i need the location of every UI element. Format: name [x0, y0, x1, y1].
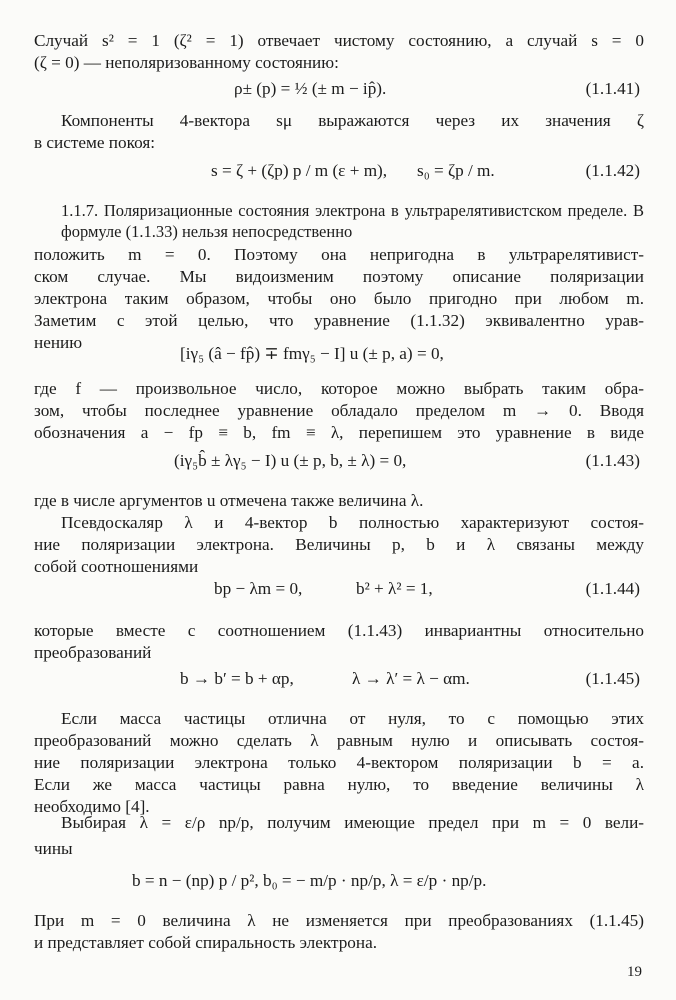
- equation-body: (iγ₅b̂ ± λγ₅ − I) u (± p, b, ± λ) = 0,: [174, 451, 407, 470]
- text-line: где f — произвольное число, которое можно выбрать таким обра-: [34, 379, 644, 398]
- equation-part: b² + λ² = 1,: [356, 579, 433, 598]
- equation-body: [iγ₅ (â − fp̂) ∓ fmγ₅ − I] u (± p, a) = 0,: [180, 344, 444, 363]
- text-line: При m = 0 величина λ не изменяется при преобразованиях (1.1.45): [34, 911, 644, 930]
- equation-1-1-42: [34, 158, 644, 184]
- equation-unnumbered: [34, 341, 644, 367]
- equation-number: (1.1.41): [585, 79, 640, 98]
- equation-body: ρ± (p) = ½ (± m − ip̂).: [234, 79, 387, 98]
- text-line: ние поляризации электрона. Величины p, b и λ связаны между: [34, 535, 644, 554]
- text-line: электрона таким образом, чтобы оно было пригодно при любом m.: [34, 289, 644, 308]
- equation-number: (1.1.44): [585, 579, 640, 598]
- text-line: собой соотношениями: [34, 557, 199, 576]
- text-line: преобразований можно сделать λ равным нулю и описывать состоя-: [34, 731, 644, 750]
- equation-part: s = ζ + (ζp) p / m (ε + m),: [211, 161, 388, 180]
- equation-number: (1.1.45): [585, 669, 640, 688]
- equation-body: b = n − (np) p / p², b₀ = − m/p · np/p, λ = ε/p · np/p.: [132, 871, 487, 890]
- text-line: чины: [34, 839, 73, 858]
- text-line: преобразований: [34, 643, 152, 662]
- text-line: и представляет собой спиральность электрона.: [34, 933, 378, 952]
- text-line: Заметим с этой целью, что уравнение (1.1.32) эквивалентно урав-: [34, 311, 644, 330]
- text-line: Компоненты 4-вектора sμ выражаются через их значения ζ: [61, 111, 644, 130]
- text-line: обозначения a − fp ≡ b, fm ≡ λ, перепишем это уравнение в виде: [34, 423, 644, 442]
- text-line: Если масса частицы отлична от нуля, то с помощью этих: [61, 709, 644, 728]
- text-line: нению: [34, 333, 83, 352]
- text-line: зом, чтобы последнее уравнение обладало пределом m → 0. Вводя: [34, 401, 644, 420]
- text-line: Случай s² = 1 (ζ² = 1) отвечает чистому состоянию, а случай s = 0: [34, 31, 644, 50]
- text-line: (ζ = 0) — неполяризованному состоянию:: [34, 53, 339, 72]
- text-line: которые вместе с соотношением (1.1.43) инвариантны относительно: [34, 621, 644, 640]
- equation-part: b → b′ = b + αp,: [180, 669, 294, 688]
- text-line: Псевдоскаляр λ и 4-вектор b полностью характеризуют состоя-: [61, 513, 644, 532]
- equation-part: s₀ = ζp / m.: [417, 161, 495, 180]
- equation-1-1-45: [34, 666, 644, 692]
- page-number: 19: [627, 964, 642, 980]
- section-heading-paragraph: 1.1.7. Поляризационные состояния электрона в ультрарелятивистском пределе. В формуле (1.1.33) нельзя непосредственно: [61, 201, 644, 241]
- text-line: ние поляризации электрона только 4-вектором поляризации b = a.: [34, 753, 644, 772]
- text-line: Выбирая λ = ε/ρ np/p, получим имеющие предел при m = 0 вели-: [61, 813, 644, 832]
- text-line: где в числе аргументов u отмечена также величина λ.: [34, 491, 424, 510]
- equation-1-1-41: [34, 76, 644, 102]
- equation-1-1-43: [34, 448, 644, 474]
- equation-number: (1.1.43): [585, 451, 640, 470]
- equation-part: bp − λm = 0,: [214, 579, 303, 598]
- text-line: в системе покоя:: [34, 133, 156, 152]
- equation-number: (1.1.42): [585, 161, 640, 180]
- text-line: положить m = 0. Поэтому она непригодна в ультрарелятивист-: [34, 245, 644, 264]
- text-line: ском случае. Мы видоизменим поэтому описание поляризации: [34, 267, 644, 286]
- equation-part: λ → λ′ = λ − αm.: [352, 669, 470, 688]
- text-line: Если же масса частицы равна нулю, то введение величины λ: [34, 775, 644, 794]
- equation-1-1-44: [34, 576, 644, 602]
- equation-unnumbered-2: [34, 868, 644, 894]
- text-line: необходимо [4].: [34, 797, 150, 816]
